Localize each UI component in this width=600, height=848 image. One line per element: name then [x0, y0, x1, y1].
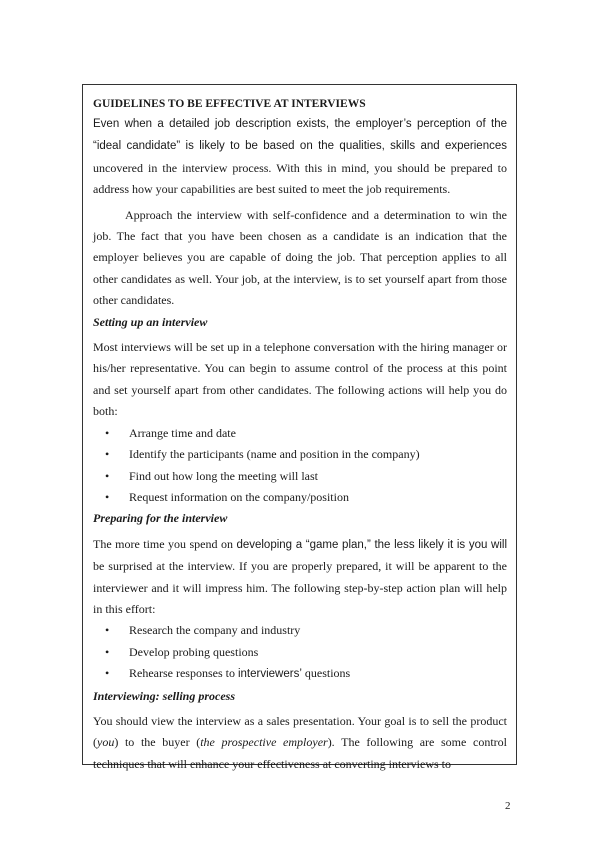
list-item: • Research the company and industry [105, 620, 507, 641]
approach-paragraph: Approach the interview with self-confidence and a determination to win the job. The fact that you have been chosen as a candidate is an indication that the employer believes you are capable of doing the job. That perception applies to all other candidates as well. Your job, at the interview, is to set yourself apart from those other candidates. [93, 207, 507, 308]
intro-paragraph [93, 113, 507, 201]
setup-paragraph: Most interviews will be set up in a telephone conversation with the hiring manager or his/her representative. You can begin to assume control of the process at this point and set yourself apart from other candidates. The following actions will help you do both: [93, 340, 507, 419]
selling-text-c: ). The following are some control techniques that will enhance your effectiveness at converting interviews to [93, 735, 507, 771]
preparing-heading: Preparing for the interview [93, 511, 228, 526]
intro-part1: Even when a detailed job description exists, the employer’s perception of the “ideal candidate” is likely to be based on the qualities, skills and experiences [93, 118, 507, 153]
setup-list [93, 423, 507, 509]
last-item-a: Rehearse responses to [129, 666, 238, 681]
list-item: • Arrange time and date [105, 423, 507, 444]
selling-em-employer: the prospective employer [200, 735, 328, 750]
preparing-text-a: The more time you spend on [93, 536, 237, 551]
selling-paragraph [93, 711, 507, 775]
page-number: 2 [505, 800, 511, 812]
list-item: • Request information on the company/position [105, 487, 507, 508]
list-item: • Find out how long the meeting will last [105, 466, 507, 487]
selling-heading: Interviewing: selling process [93, 688, 236, 703]
intro-part2: uncovered in the interview process. With this in mind, you should be prepared to address how your capabilities are best suited to meet the job requirements. [93, 160, 507, 197]
setup-heading: Setting up an interview [93, 314, 208, 329]
selling-em-you: you [97, 735, 115, 750]
list-item: • Identify the participants (name and position in the company) [105, 444, 507, 465]
selling-text-a: You should view the interview as a sales presentation. Your goal is to sell the product ( [93, 713, 507, 750]
preparing-text-c: be surprised at the interview. If you are properly prepared, it will be apparent to the interviewer and it will impress him. The following step-by-step action plan will help in this effort: [93, 559, 507, 616]
last-item-c: questions [301, 666, 351, 681]
last-item-b: interviewers’ [237, 668, 302, 681]
page-title: GUIDELINES TO BE EFFECTIVE AT INTERVIEWS [93, 98, 366, 110]
list-item [105, 663, 507, 685]
selling-text-b: ) to the buyer ( [114, 735, 201, 750]
preparing-list [93, 620, 507, 685]
content-box [82, 84, 517, 771]
list-item: • Develop probing questions [105, 642, 507, 663]
preparing-text-b: developing a “game plan,” the less likely it is you will [236, 538, 507, 551]
preparing-paragraph [93, 534, 507, 621]
